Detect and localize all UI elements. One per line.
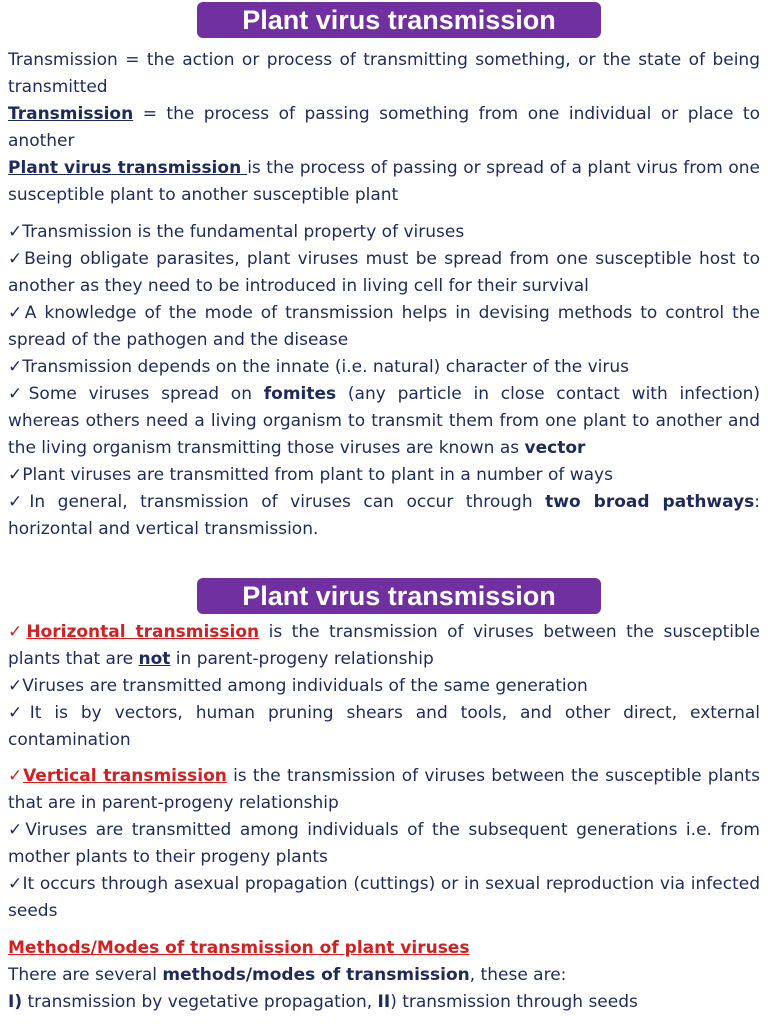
horizontal-bullet-2-text: It is by vectors, human pruning shears and tools, and other direct, external contamination [8,703,760,750]
horizontal-bullet-2 [8,700,760,754]
check-icon: ✓ [8,249,25,269]
methods-intro-c: , these are: [469,965,567,985]
slide1-definitions [8,47,760,209]
slide2-title: Plant virus transmission [197,578,601,614]
bullet-7-text-c: : horizontal and vertical transmission. [8,492,761,539]
definition-2-text: = the process of passing something from one individual or place to another [8,104,760,151]
horizontal-text-b: in parent-progeny relationship [170,649,434,669]
methods-heading-text: Methods/Modes of transmission of plant viruses [8,938,470,958]
vertical-bullet-2-text: It occurs through asexual propagation (cuttings) or in sexual reproduction via infected seeds [8,874,760,921]
method-2-text: ) transmission through seeds [390,992,638,1012]
bullet-4 [8,354,760,381]
vertical-bullet-1 [8,817,760,871]
check-icon: ✓ [8,622,27,642]
method-1-text: transmission by vegetative propagation, [22,992,378,1012]
bullet-5 [8,381,760,462]
methods-list [8,989,760,1016]
definition-3-text: is the process of passing or spread of a plant virus from one susceptible plant to another susceptible plant [8,158,760,205]
definition-2 [8,101,760,155]
slide1-title: Plant virus transmission [197,2,601,38]
check-icon: ✓ [8,222,23,242]
horizontal-term: Horizontal transmission [26,622,260,642]
horizontal-text-a: is the transmission of viruses between the susceptible plants that are [8,622,761,669]
bullet-7-pathways: two broad pathways [545,492,755,512]
vertical-definition [8,763,760,817]
vertical-bullet-1-text: Viruses are transmitted among individuals of the subsequent generations i.e. from mother plants to their progeny plants [8,820,760,867]
bullet-5-text-a: Some viruses spread on [28,384,264,404]
bullet-3-text: A knowledge of the mode of transmission helps in devising methods to control the spread of the pathogen and the disease [8,303,760,350]
bullet-2-text: Being obligate parasites, plant viruses must be spread from one susceptible host to another as they need to be introduced in living cell for their survival [8,249,760,296]
slide1-bullets [8,219,760,543]
bullet-5-vector: vector [524,438,586,458]
vertical-section [8,763,760,925]
bullet-7-text-a: In general, transmission of viruses can occur through [29,492,546,512]
check-icon: ✓ [8,303,25,323]
check-icon: ✓ [8,676,23,696]
check-icon: ✓ [8,703,30,723]
vertical-bullet-2 [8,871,760,925]
check-icon: ✓ [8,384,29,404]
bullet-6 [8,462,760,489]
definition-2-term: Transmission [8,104,134,124]
bullet-6-text: Plant viruses are transmitted from plant to plant in a number of ways [22,465,613,485]
horizontal-bullet-1-text: Viruses are transmitted among individuals of the same generation [22,676,588,696]
bullet-7 [8,489,760,543]
definition-3-term: Plant virus transmission [8,158,248,178]
check-icon: ✓ [8,465,23,485]
bullet-3 [8,300,760,354]
method-1-number: I) [8,992,23,1012]
bullet-1-text: Transmission is the fundamental property of viruses [22,222,465,242]
bullet-5-fomites: fomites [263,384,337,404]
bullet-5-text-c: (any particle in close contact with infection) whereas others need a living organism to transmit them from one plant to another and the living organism transmitting those viruses are known as [8,384,761,458]
horizontal-section [8,619,760,754]
methods-intro-a: There are several [8,965,163,985]
vertical-term: Vertical transmission [23,766,227,786]
definition-3 [8,155,760,209]
methods-section [8,935,760,1016]
methods-heading [8,935,760,962]
bullet-1 [8,219,760,246]
check-icon: ✓ [8,357,23,377]
bullet-2 [8,246,760,300]
check-icon: ✓ [8,874,23,894]
horizontal-bullet-1 [8,673,760,700]
method-2-number: II [377,992,391,1012]
definition-1: Transmission = the action or process of transmitting something, or the state of being transmitted [8,50,760,97]
check-icon: ✓ [8,820,26,840]
methods-intro [8,962,760,989]
methods-intro-b: methods/modes of transmission [162,965,470,985]
check-icon: ✓ [8,766,24,786]
vertical-text-a: is the transmission of viruses between the susceptible plants that are in parent-progeny relationship [8,766,761,813]
horizontal-definition [8,619,760,673]
bullet-4-text: Transmission depends on the innate (i.e. natural) character of the virus [22,357,630,377]
check-icon: ✓ [8,492,30,512]
horizontal-not: not [138,649,171,669]
